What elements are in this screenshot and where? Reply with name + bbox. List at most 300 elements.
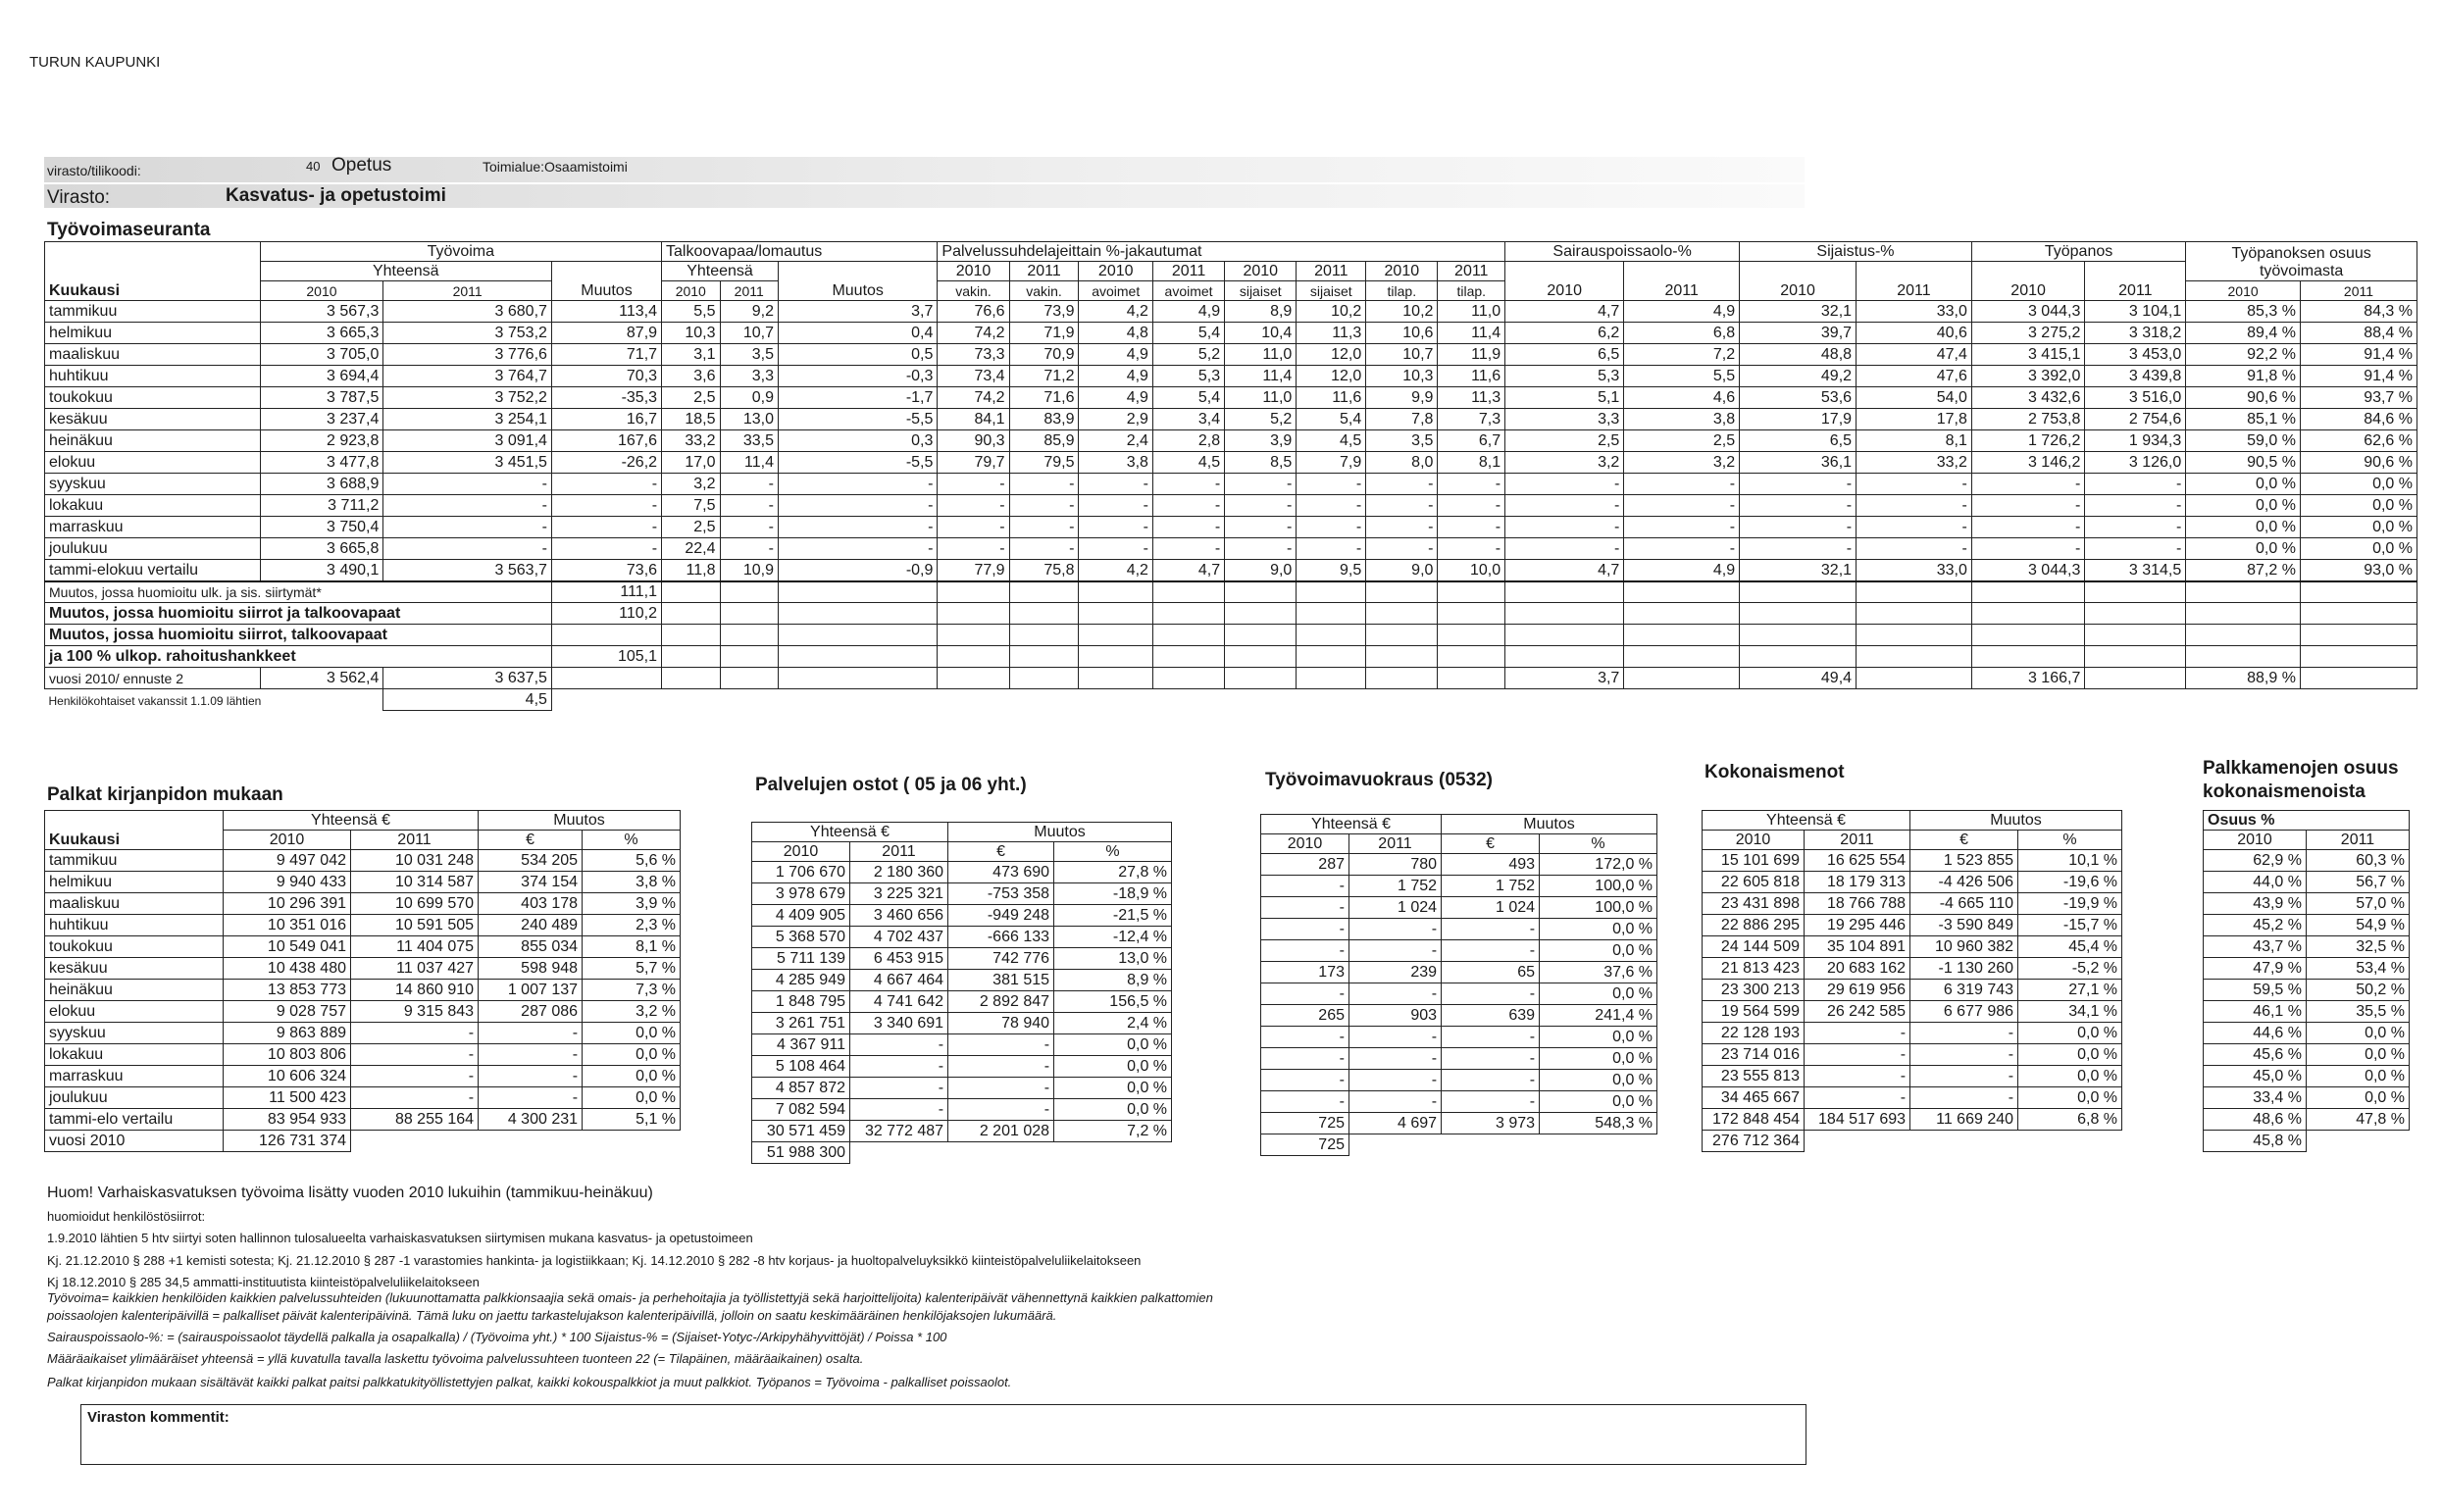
table-cell: 3 225 321 xyxy=(850,883,948,905)
table-cell: 7,3 % xyxy=(583,980,681,1001)
table-cell: 46,1 % xyxy=(2204,1001,2307,1023)
table-cell: 37,6 % xyxy=(1540,962,1657,983)
table-cell xyxy=(1740,625,1857,646)
table-cell: 3 126,0 xyxy=(2085,452,2186,474)
table-cell: -19,9 % xyxy=(2018,893,2122,915)
table-cell xyxy=(1740,603,1857,625)
table-cell: 11 404 075 xyxy=(351,936,479,958)
h-subtype: tilap. xyxy=(1438,281,1505,301)
table-cell: - xyxy=(1261,1027,1349,1048)
table-cell: Muutos, jossa huomioitu siirrot, talkoovapaat xyxy=(45,625,552,646)
table-cell: 44,0 % xyxy=(2204,872,2307,893)
table-cell: 9,0 xyxy=(1366,560,1438,581)
table-cell: 3 314,5 xyxy=(2085,560,2186,581)
table-row xyxy=(2204,1087,2410,1109)
table-cell xyxy=(1624,625,1740,646)
table-cell: 17,0 xyxy=(662,452,720,474)
table-cell: 13 853 773 xyxy=(224,980,351,1001)
table-cell: 49,4 xyxy=(1740,668,1857,689)
note-line: Palkat kirjanpidon mukaan sisältävät kaikki palkat paitsi palkkatukityöllistettyjen palkat, kaikki kokouspalkkiot ja muut palkkiot. Työpanos = Työvoima - palkalliset poissaolot. xyxy=(47,1375,1012,1389)
table-cell xyxy=(720,625,778,646)
table-cell: 3 680,7 xyxy=(383,301,552,323)
h-y: 2010 xyxy=(1079,262,1152,281)
group-sairaus: Sairauspoissaolo-% xyxy=(1505,242,1740,262)
table-cell: 11,0 xyxy=(1225,387,1297,409)
table-cell: 1 752 xyxy=(1349,876,1442,897)
table-cell: 3 415,1 xyxy=(1971,344,2085,366)
kokonais-h-eur: € xyxy=(1910,831,2018,850)
table-cell: 3 146,2 xyxy=(1971,452,2085,474)
table-cell: - xyxy=(720,474,778,495)
table-cell: 10,7 xyxy=(1366,344,1438,366)
table-cell: 13,0 xyxy=(720,409,778,430)
table-row xyxy=(1261,1070,1657,1091)
table-cell xyxy=(1079,625,1152,646)
h-y: 2011 xyxy=(1438,262,1505,281)
table-cell: 6 677 986 xyxy=(1910,1001,2018,1023)
table-cell: 3 432,6 xyxy=(1971,387,2085,409)
table-cell: 3 750,4 xyxy=(260,517,383,538)
osuus-h-2011: 2011 xyxy=(2307,831,2410,850)
table-cell: 10 031 248 xyxy=(351,850,479,872)
compare-row xyxy=(752,1121,1172,1142)
table-cell: 9,2 xyxy=(720,301,778,323)
ostot-h-muutos: Muutos xyxy=(948,823,1172,842)
table-cell xyxy=(938,581,1009,603)
table-cell: 70,9 xyxy=(1009,344,1079,366)
table-cell: 113,4 xyxy=(551,301,661,323)
table-cell: - xyxy=(1079,474,1152,495)
table-cell: 71,9 xyxy=(1009,323,1079,344)
table-cell: 3,3 xyxy=(720,366,778,387)
table-row xyxy=(2204,980,2410,1001)
table-cell: - xyxy=(2085,517,2186,538)
table-cell: 8,9 % xyxy=(1054,970,1172,991)
table-cell: 19 295 446 xyxy=(1805,915,1910,936)
compare-row xyxy=(45,560,2417,581)
table-cell: 0,0 % xyxy=(2307,1087,2410,1109)
table-cell: 3,2 xyxy=(662,474,720,495)
table-cell xyxy=(2300,581,2417,603)
h-muutos: Muutos xyxy=(551,262,661,301)
table-cell: 9 863 889 xyxy=(224,1023,351,1044)
table-cell: 91,4 % xyxy=(2300,344,2417,366)
table-row xyxy=(752,948,1172,970)
table-row xyxy=(2204,850,2410,872)
vuokraus-table xyxy=(1260,814,1657,1156)
kokonais-h-yht: Yhteensä € xyxy=(1703,811,1910,831)
table-cell: - xyxy=(1009,474,1079,495)
table-cell: 3 711,2 xyxy=(260,495,383,517)
table-cell: - xyxy=(1009,495,1079,517)
table-cell: - xyxy=(1261,1048,1349,1070)
table-cell: 19 564 599 xyxy=(1703,1001,1805,1023)
table-cell xyxy=(2300,625,2417,646)
table-cell: 11,9 xyxy=(1438,344,1505,366)
table-cell: 4,6 xyxy=(1624,387,1740,409)
table-cell: 172 848 454 xyxy=(1703,1109,1805,1131)
table-cell: 9 497 042 xyxy=(224,850,351,872)
table-row xyxy=(45,517,2417,538)
table-cell: - xyxy=(383,538,552,560)
table-cell xyxy=(1152,625,1224,646)
table-cell: 18,5 xyxy=(662,409,720,430)
table-cell: - xyxy=(1349,1048,1442,1070)
table-cell: 9 940 433 xyxy=(224,872,351,893)
table-cell: 33,5 xyxy=(720,430,778,452)
table-row xyxy=(45,323,2417,344)
table-cell: - xyxy=(1152,517,1224,538)
table-cell: 184 517 693 xyxy=(1805,1109,1910,1131)
table-row xyxy=(45,1023,681,1044)
table-cell xyxy=(551,625,661,646)
table-cell: 17,8 xyxy=(1857,409,1972,430)
table-cell: 87,2 % xyxy=(2186,560,2301,581)
table-cell: 29 619 956 xyxy=(1805,980,1910,1001)
table-cell: 24 144 509 xyxy=(1703,936,1805,958)
h-y: 2010 xyxy=(260,281,383,301)
table-row xyxy=(45,474,2417,495)
table-cell: 0,0 % xyxy=(2018,1066,2122,1087)
table-cell: 3 044,3 xyxy=(1971,560,2085,581)
office-name: Kasvatus- ja opetustoimi xyxy=(226,185,446,206)
table-cell: - xyxy=(1366,495,1438,517)
h-subtype: avoimet xyxy=(1079,281,1152,301)
table-cell: 725 xyxy=(1261,1113,1349,1134)
table-cell: -21,5 % xyxy=(1054,905,1172,927)
table-cell xyxy=(662,581,720,603)
table-cell: 126 731 374 xyxy=(224,1131,351,1152)
table-cell: 53,4 % xyxy=(2307,958,2410,980)
group-tyovoima: Työvoima xyxy=(260,242,661,262)
table-cell: 32,5 % xyxy=(2307,936,2410,958)
comment-box[interactable] xyxy=(80,1404,1806,1465)
table-cell: maaliskuu xyxy=(45,893,224,915)
table-row xyxy=(2204,915,2410,936)
table-cell: tammi-elokuu vertailu xyxy=(45,560,261,581)
table-cell xyxy=(778,625,937,646)
table-cell: 73,3 xyxy=(938,344,1009,366)
table-cell xyxy=(1624,646,1740,668)
table-cell: 40,6 xyxy=(1857,323,1972,344)
table-cell: 0,0 % xyxy=(2307,1044,2410,1066)
table-cell: 7,2 % xyxy=(1054,1121,1172,1142)
table-cell: - xyxy=(1505,495,1624,517)
table-cell: - xyxy=(551,495,661,517)
table-cell: 12,0 xyxy=(1297,344,1366,366)
table-row xyxy=(2204,1023,2410,1044)
table-cell xyxy=(1857,603,1972,625)
table-row xyxy=(45,1087,681,1109)
table-cell: - xyxy=(1505,474,1624,495)
table-cell: 3 764,7 xyxy=(383,366,552,387)
table-cell xyxy=(2085,668,2186,689)
table-cell xyxy=(1857,625,1972,646)
table-cell xyxy=(720,668,778,689)
table-row xyxy=(1261,919,1657,940)
table-cell: 90,5 % xyxy=(2186,452,2301,474)
table-cell: 2,5 xyxy=(662,517,720,538)
table-cell: 3 705,0 xyxy=(260,344,383,366)
table-cell: 71,2 xyxy=(1009,366,1079,387)
table-row xyxy=(45,915,681,936)
table-row xyxy=(2204,872,2410,893)
table-cell: - xyxy=(1805,1044,1910,1066)
table-cell: - xyxy=(1442,940,1540,962)
table-row xyxy=(1703,915,2122,936)
table-cell: 60,3 % xyxy=(2307,850,2410,872)
table-cell: 156,5 % xyxy=(1054,991,1172,1013)
table-cell xyxy=(1438,603,1505,625)
table-cell xyxy=(551,668,661,689)
table-cell: 54,9 % xyxy=(2307,915,2410,936)
table-cell: - xyxy=(938,495,1009,517)
table-cell: 0,0 % xyxy=(2307,1066,2410,1087)
table-cell: 0,4 xyxy=(778,323,937,344)
table-cell: joulukuu xyxy=(45,1087,224,1109)
table-cell: - xyxy=(1225,517,1297,538)
table-cell: marraskuu xyxy=(45,517,261,538)
palkat-h-2011: 2011 xyxy=(351,831,479,850)
h-subtype: sijaiset xyxy=(1225,281,1297,301)
ostot-h-pct: % xyxy=(1054,842,1172,862)
table-cell: 0,9 xyxy=(720,387,778,409)
table-cell: -1,7 xyxy=(778,387,937,409)
table-cell: 3 776,6 xyxy=(383,344,552,366)
table-cell: - xyxy=(1442,1091,1540,1113)
table-cell: 0,0 % xyxy=(2018,1044,2122,1066)
h-y: 2010 xyxy=(662,281,720,301)
h-y: 2011 xyxy=(1857,262,1972,301)
table-cell: - xyxy=(1438,517,1505,538)
table-cell xyxy=(1624,603,1740,625)
table-cell: -5,5 xyxy=(778,452,937,474)
table-cell: 1 752 xyxy=(1442,876,1540,897)
table-cell: - xyxy=(850,1099,948,1121)
table-cell: 20 683 162 xyxy=(1805,958,1910,980)
table-cell xyxy=(1009,668,1079,689)
h-y: 2011 xyxy=(2085,262,2186,301)
table-cell: 4 697 xyxy=(1349,1113,1442,1134)
table-cell: 0,0 % xyxy=(1540,983,1657,1005)
table-cell: 1 848 795 xyxy=(752,991,850,1013)
h-y: 2011 xyxy=(1152,262,1224,281)
table-cell: 22,4 xyxy=(662,538,720,560)
ostot-h-2011: 2011 xyxy=(850,842,948,862)
table-cell: 0,0 % xyxy=(583,1087,681,1109)
note-line: poissaolojen kalenteripäivillä = palkalliset päivät kalenteripäivinä. Tämä luku on jaettu tarkastelujakson kalenteripäivillä, jolloin on saatu keskimääräinen henkilöjaksojen lukumäärä. xyxy=(47,1308,1057,1323)
table-cell: - xyxy=(1152,495,1224,517)
kokonais-h-2010: 2010 xyxy=(1703,831,1805,850)
table-row xyxy=(45,872,681,893)
table-cell xyxy=(2085,603,2186,625)
table-cell: - xyxy=(1857,495,1972,517)
table-cell xyxy=(1971,646,2085,668)
table-row xyxy=(45,958,681,980)
table-cell: 49,2 xyxy=(1740,366,1857,387)
table-cell: -4 426 506 xyxy=(1910,872,2018,893)
table-cell: 0,0 % xyxy=(2300,538,2417,560)
table-cell: - xyxy=(1438,474,1505,495)
table-cell: - xyxy=(1505,517,1624,538)
osuus-h: Osuus % xyxy=(2204,811,2410,831)
table-cell: 2,9 xyxy=(1079,409,1152,430)
table-cell: 4,5 xyxy=(1152,452,1224,474)
adjust-row xyxy=(45,581,2417,603)
table-cell: 0,0 % xyxy=(583,1044,681,1066)
table-cell: 4 667 464 xyxy=(850,970,948,991)
table-cell xyxy=(1971,581,2085,603)
table-cell: 10 960 382 xyxy=(1910,936,2018,958)
table-cell: 5,7 % xyxy=(583,958,681,980)
compare-row xyxy=(2204,1109,2410,1131)
table-row xyxy=(1261,940,1657,962)
table-cell: 9 028 757 xyxy=(224,1001,351,1023)
table-cell xyxy=(1152,603,1224,625)
table-cell: 23 300 213 xyxy=(1703,980,1805,1001)
kokonais-h-muutos: Muutos xyxy=(1910,811,2122,831)
table-cell: 93,7 % xyxy=(2300,387,2417,409)
table-cell: 18 766 788 xyxy=(1805,893,1910,915)
table-cell: 4,7 xyxy=(1152,560,1224,581)
table-cell: 725 xyxy=(1261,1134,1349,1156)
table-cell: 33,0 xyxy=(1857,560,1972,581)
table-cell: 3,9 % xyxy=(583,893,681,915)
table-cell: 3 275,2 xyxy=(1971,323,2085,344)
table-cell: 83,9 xyxy=(1009,409,1079,430)
table-cell: - xyxy=(938,538,1009,560)
table-row xyxy=(752,883,1172,905)
table-cell: 4,9 xyxy=(1079,344,1152,366)
table-cell: 50,2 % xyxy=(2307,980,2410,1001)
table-cell: 6 319 743 xyxy=(1910,980,2018,1001)
h-talkoo-yht: Yhteensä xyxy=(662,262,779,281)
palkat-h-kuukausi: Kuukausi xyxy=(45,811,224,850)
h-y: 2010 xyxy=(1971,262,2085,301)
table-cell: 4 300 231 xyxy=(479,1109,583,1131)
table-cell: 6,7 xyxy=(1438,430,1505,452)
table-cell: 3 477,8 xyxy=(260,452,383,474)
palkat-h-muutos: Muutos xyxy=(479,811,681,831)
table-cell: 5,2 xyxy=(1225,409,1297,430)
table-cell: 57,0 % xyxy=(2307,893,2410,915)
table-cell: 3 567,3 xyxy=(260,301,383,323)
year-row xyxy=(45,1131,681,1152)
table-cell: 27,8 % xyxy=(1054,862,1172,883)
table-cell: - xyxy=(778,495,937,517)
table-cell: 45,8 % xyxy=(2204,1131,2307,1152)
table-cell: 10,7 xyxy=(720,323,778,344)
table-cell: 265 xyxy=(1261,1005,1349,1027)
palkat-h-2010: 2010 xyxy=(224,831,351,850)
table-cell: 45,0 % xyxy=(2204,1066,2307,1087)
table-cell: 0,0 % xyxy=(1540,1091,1657,1113)
table-cell: 0,0 % xyxy=(2186,474,2301,495)
table-cell: 1 523 855 xyxy=(1910,850,2018,872)
table-cell xyxy=(1152,581,1224,603)
table-cell: 100,0 % xyxy=(1540,876,1657,897)
table-cell: -666 133 xyxy=(948,927,1054,948)
table-cell: 30 571 459 xyxy=(752,1121,850,1142)
table-cell xyxy=(1009,581,1079,603)
table-cell: 0,0 % xyxy=(1054,1056,1172,1078)
table-cell: 9,5 xyxy=(1297,560,1366,581)
table-cell: - xyxy=(1349,919,1442,940)
ostot-h-eur: € xyxy=(948,842,1054,862)
table-row xyxy=(752,1013,1172,1034)
table-cell xyxy=(778,646,937,668)
table-cell: 173 xyxy=(1261,962,1349,983)
table-cell: 6,5 xyxy=(1740,430,1857,452)
group-sijais: Sijaistus-% xyxy=(1740,242,1972,262)
table-cell: Muutos, jossa huomioitu ulk. ja sis. siirtymät* xyxy=(45,581,552,603)
table-cell: - xyxy=(1624,538,1740,560)
table-cell: 5,5 xyxy=(662,301,720,323)
table-cell: 35,5 % xyxy=(2307,1001,2410,1023)
table-cell: 239 xyxy=(1349,962,1442,983)
table-cell xyxy=(2186,581,2301,603)
table-cell: 2 201 028 xyxy=(948,1121,1054,1142)
table-cell: 4,2 xyxy=(1079,301,1152,323)
vuokraus-title: Työvoimavuokraus (0532) xyxy=(1265,770,1493,790)
table-cell xyxy=(2300,603,2417,625)
table-row xyxy=(1261,854,1657,876)
note-line: Kj. 21.12.2010 § 288 +1 kemisti sotesta; Kj. 21.12.2010 § 287 -1 varastomies hankinta- ja logistiikkaan; Kj. 14.12.2010 § 282 -8 htv korjaus- ja huoltopalveluyksikkö kiinteistöpalveluliikelaitokseen xyxy=(47,1253,1142,1268)
table-cell: 10 699 570 xyxy=(351,893,479,915)
osuus-table xyxy=(2203,810,2410,1152)
table-cell: 22 886 295 xyxy=(1703,915,1805,936)
ostot-title: Palvelujen ostot ( 05 ja 06 yht.) xyxy=(755,775,1027,795)
h-y: 2010 xyxy=(1505,262,1624,301)
unit-label: virasto/tilikoodi: xyxy=(47,163,141,178)
table-cell xyxy=(1009,646,1079,668)
table-cell: heinäkuu xyxy=(45,980,224,1001)
table-cell: 7,2 xyxy=(1624,344,1740,366)
table-row xyxy=(45,1044,681,1066)
table-cell: 33,4 % xyxy=(2204,1087,2307,1109)
table-cell: elokuu xyxy=(45,1001,224,1023)
h-y: 2010 xyxy=(1225,262,1297,281)
table-cell: 10,2 xyxy=(1297,301,1366,323)
table-cell: 47,8 % xyxy=(2307,1109,2410,1131)
table-cell: 11 500 423 xyxy=(224,1087,351,1109)
table-row xyxy=(45,409,2417,430)
table-cell: 59,0 % xyxy=(2186,430,2301,452)
table-cell: 3 665,3 xyxy=(260,323,383,344)
table-cell: 403 178 xyxy=(479,893,583,915)
palkat-title: Palkat kirjanpidon mukaan xyxy=(47,784,283,805)
year-row xyxy=(1261,1134,1657,1156)
table-cell: 111,1 xyxy=(551,581,661,603)
table-cell: 2 180 360 xyxy=(850,862,948,883)
table-cell: 87,9 xyxy=(551,323,661,344)
h-talkoo-muutos: Muutos xyxy=(778,262,937,301)
table-cell: 1 024 xyxy=(1442,897,1540,919)
table-cell: kesäkuu xyxy=(45,958,224,980)
table-cell: - xyxy=(948,1056,1054,1078)
table-cell: 10,0 xyxy=(1438,560,1505,581)
table-cell: huhtikuu xyxy=(45,915,224,936)
table-cell: 0,0 % xyxy=(583,1023,681,1044)
table-cell: 74,2 xyxy=(938,323,1009,344)
table-cell: 22 605 818 xyxy=(1703,872,1805,893)
table-cell: 10,1 % xyxy=(2018,850,2122,872)
table-cell xyxy=(662,625,720,646)
table-cell: 903 xyxy=(1349,1005,1442,1027)
table-cell: - xyxy=(1225,474,1297,495)
table-row xyxy=(2204,958,2410,980)
table-cell: lokakuu xyxy=(45,495,261,517)
